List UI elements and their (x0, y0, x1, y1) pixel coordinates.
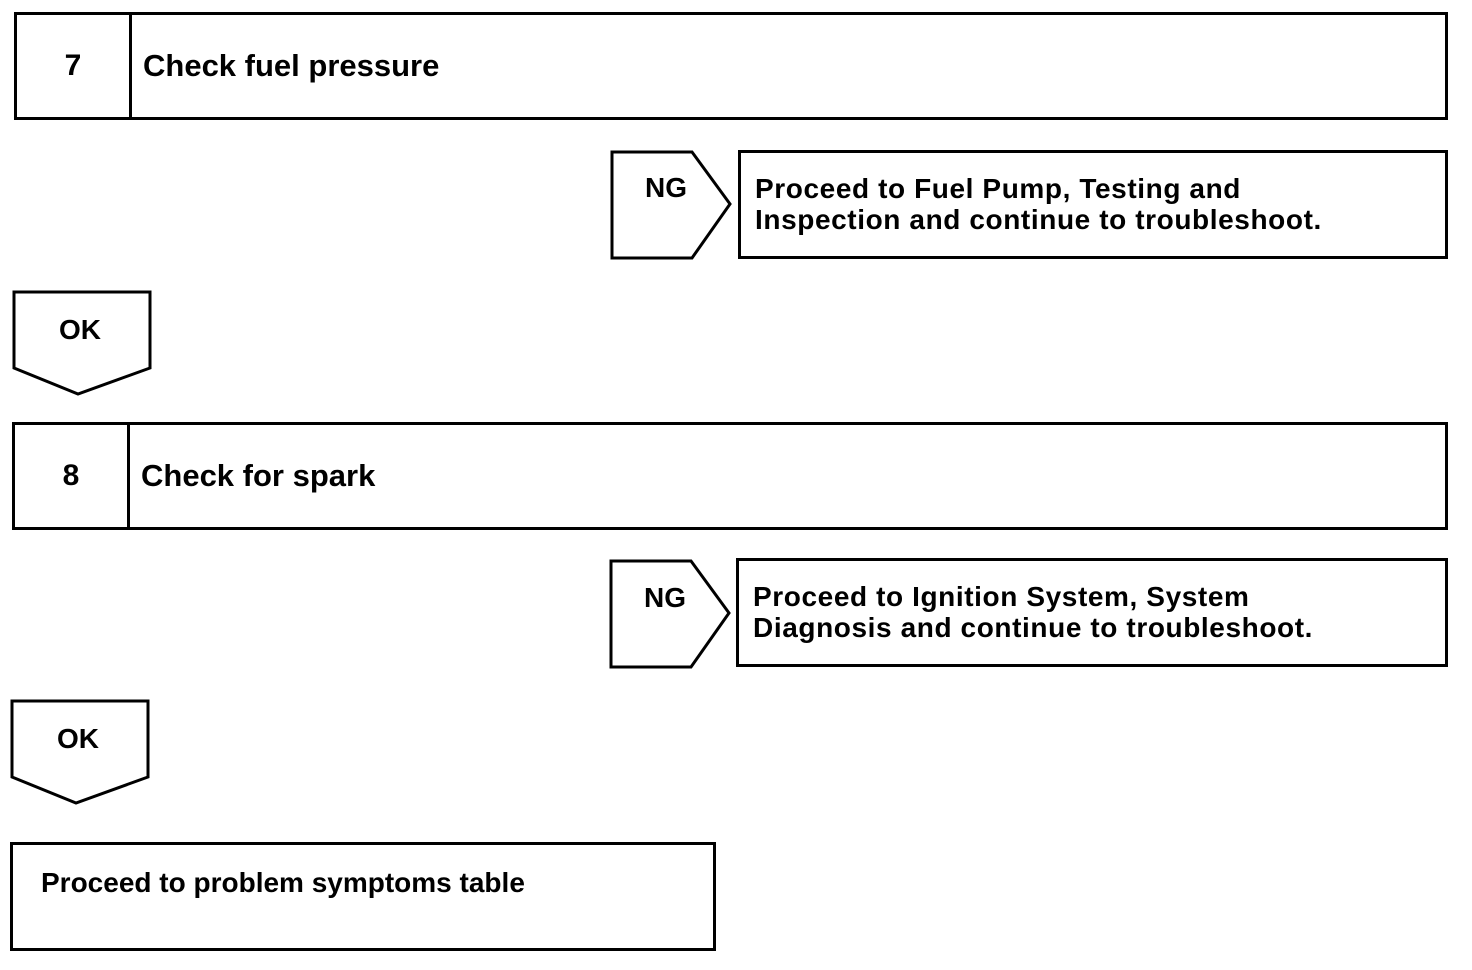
ng-action-line1: Proceed to Ignition System, System (753, 581, 1250, 612)
step-title: Check fuel pressure (143, 48, 440, 83)
final-action-box (10, 842, 716, 951)
ng-action-box (736, 558, 1448, 667)
ok-label: OK (59, 314, 101, 345)
final-action-text: Proceed to problem symptoms table (41, 867, 525, 898)
step-title: Check for spark (141, 458, 376, 493)
ok-label: OK (57, 723, 99, 754)
ng-action-box (738, 150, 1448, 259)
ng-label: NG (645, 172, 687, 203)
ng-label: NG (644, 582, 686, 613)
ng-action-line2: Inspection and continue to troubleshoot. (755, 204, 1322, 235)
step-number: 8 (15, 425, 130, 527)
ng-action-line1: Proceed to Fuel Pump, Testing and (755, 173, 1241, 204)
step-number: 7 (17, 15, 132, 117)
ng-arrow-shape (609, 559, 733, 669)
step-7-box (14, 12, 1448, 120)
step-8-box (12, 422, 1448, 530)
ng-arrow-shape (610, 150, 734, 260)
ng-action-line2: Diagnosis and continue to troubleshoot. (753, 612, 1314, 643)
